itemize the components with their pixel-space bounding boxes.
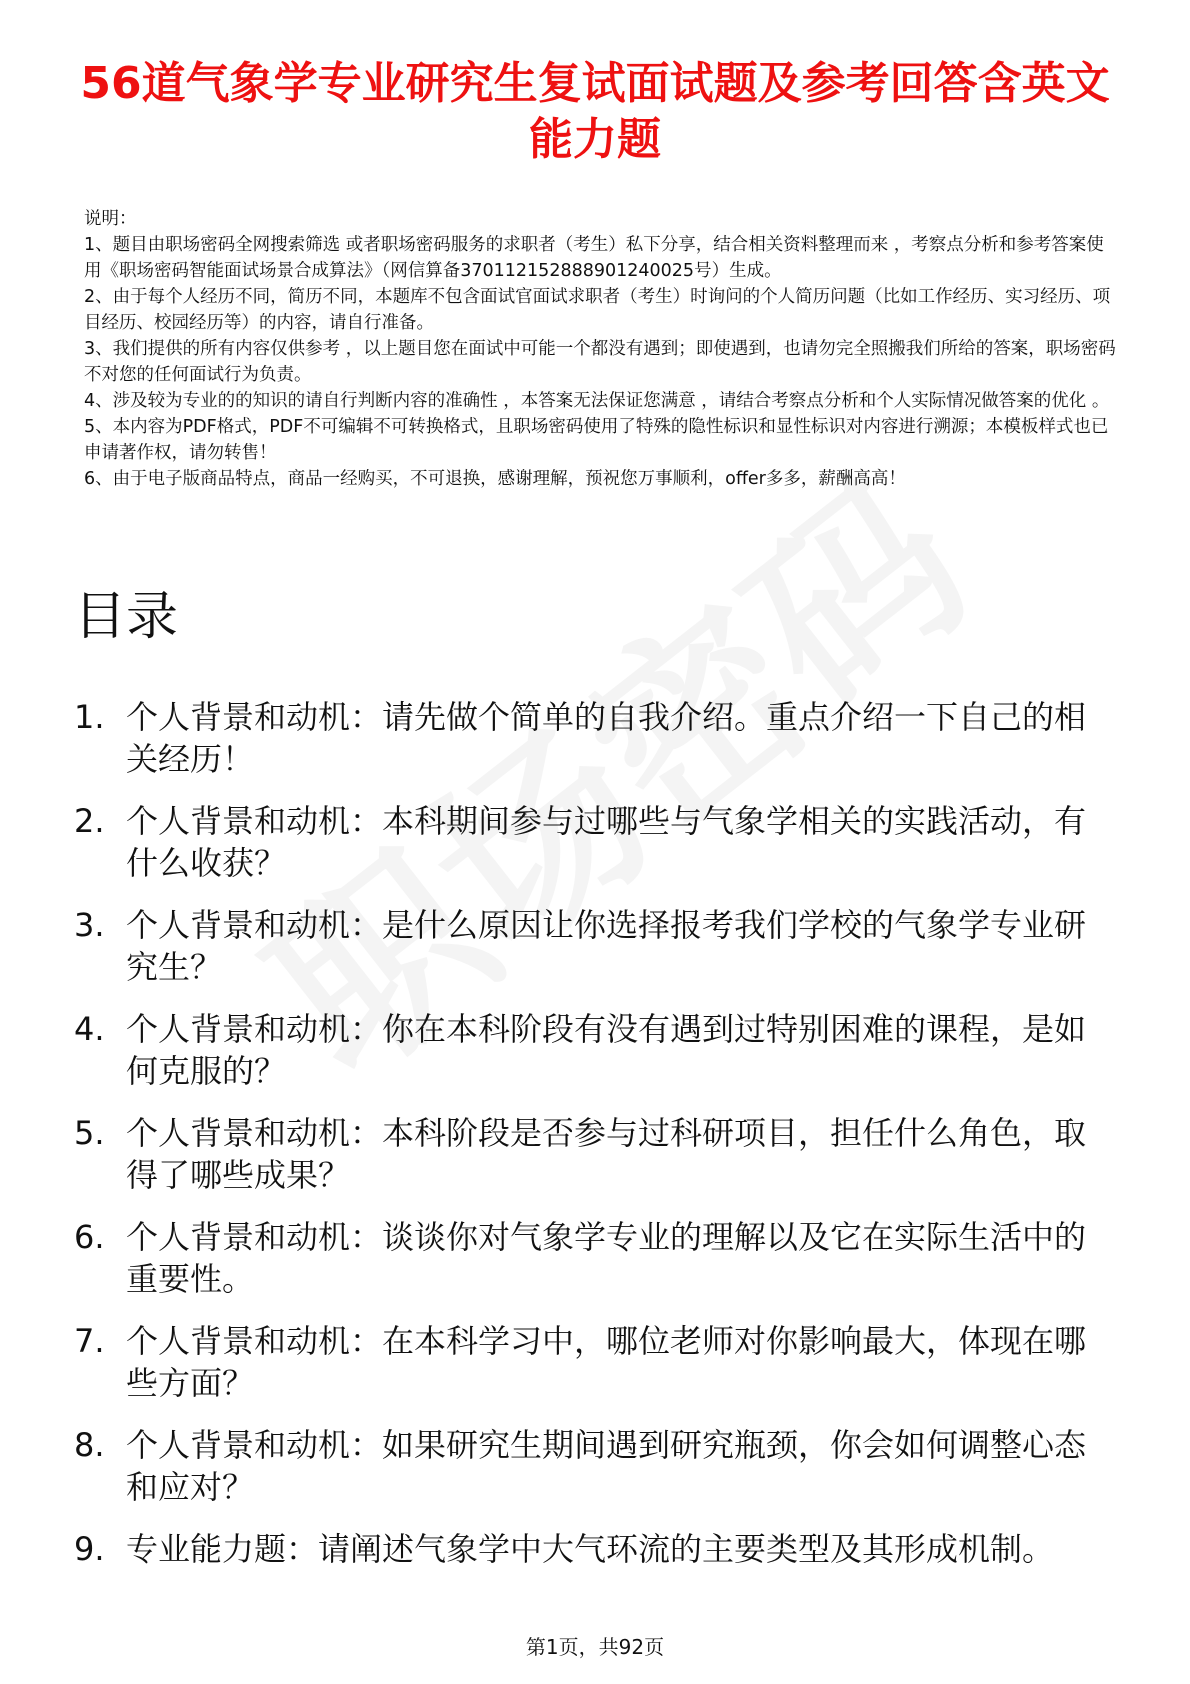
notes-heading: 说明： [84, 209, 137, 229]
toc-item[interactable] [74, 1216, 1114, 1300]
note-item: 1、题目由职场密码全网搜索筛选 或者职场密码服务的求职者（考生）私下分享，结合相关资料整理而来 ，考察点分析和参考答案使用《职场密码智能面试场景合成算法》（网信算备370112152888901240025号）生成。 [84, 235, 1104, 281]
note-item: 4、涉及较为专业的的知识的请自行判断内容的准确性 ，本答案无法保证您满意 ，请结合考察点分析和个人实际情况做答案的优化 。 [84, 391, 1110, 411]
toc-item[interactable] [74, 1528, 1114, 1570]
toc-item[interactable] [74, 904, 1114, 988]
toc-item-number: 1. [74, 698, 105, 736]
page-footer: 第1页，共92页 [525, 1635, 665, 1659]
toc-item-number: 9. [74, 1530, 105, 1568]
toc-item-number: 8. [74, 1426, 105, 1464]
toc-item-text: 个人背景和动机：本科阶段是否参与过科研项目，担任什么角色，取得了哪些成果？ [126, 1114, 1087, 1194]
toc-item-text: 个人背景和动机：如果研究生期间遇到研究瓶颈，你会如何调整心态和应对？ [126, 1426, 1087, 1506]
toc-item-number: 7. [74, 1322, 105, 1360]
note-item: 5、本内容为PDF格式，PDF不可编辑不可转换格式，且职场密码使用了特殊的隐性标识和显性标识对内容进行溯源；本模板样式也已申请著作权，请勿转售！ [84, 417, 1109, 463]
toc-item-text: 个人背景和动机：谈谈你对气象学专业的理解以及它在实际生活中的重要性。 [126, 1218, 1087, 1298]
toc-item[interactable] [74, 800, 1114, 884]
document-title: 56道气象学专业研究生复试面试题及参考回答含英文能力题 [80, 58, 1110, 165]
note-item: 3、我们提供的所有内容仅供参考 ，以上题目您在面试中可能一个都没有遇到；即使遇到，也请勿完全照搬我们所给的答案，职场密码不对您的任何面试行为负责。 [84, 339, 1116, 385]
toc-item-text: 个人背景和动机：请先做个简单的自我介绍。重点介绍一下自己的相关经历！ [126, 698, 1087, 778]
toc-item-text: 个人背景和动机：是什么原因让你选择报考我们学校的气象学专业研究生？ [126, 906, 1087, 986]
toc-item[interactable] [74, 1008, 1114, 1092]
toc-item-number: 5. [74, 1114, 105, 1152]
toc-item-number: 2. [74, 802, 105, 840]
note-item: 2、由于每个人经历不同，简历不同，本题库不包含面试官面试求职者（考生）时询问的个人简历问题（比如工作经历、实习经历、项目经历、校园经历等）的内容，请自行准备。 [84, 287, 1111, 333]
toc-list [74, 696, 1114, 1590]
toc-item-number: 3. [74, 906, 105, 944]
toc-item-number: 6. [74, 1218, 105, 1256]
toc-item[interactable] [74, 1112, 1114, 1196]
toc-item-text: 个人背景和动机：在本科学习中，哪位老师对你影响最大，体现在哪些方面？ [126, 1322, 1087, 1402]
note-item: 6、由于电子版商品特点，商品一经购买，不可退换，感谢理解，预祝您万事顺利，offer多多，薪酬高高！ [84, 469, 906, 489]
toc-item-text: 专业能力题：请阐述气象学中大气环流的主要类型及其形成机制。 [126, 1530, 1055, 1568]
toc-item-text: 个人背景和动机：本科期间参与过哪些与气象学相关的实践活动，有什么收获？ [126, 802, 1087, 882]
toc-item-text: 个人背景和动机：你在本科阶段有没有遇到过特别困难的课程，是如何克服的？ [126, 1010, 1087, 1090]
toc-item[interactable] [74, 1424, 1114, 1508]
toc-item[interactable] [74, 696, 1114, 780]
toc-heading: 目录 [74, 587, 179, 647]
toc-item[interactable] [74, 1320, 1114, 1404]
notes-section [84, 206, 1120, 492]
toc-item-number: 4. [74, 1010, 105, 1048]
